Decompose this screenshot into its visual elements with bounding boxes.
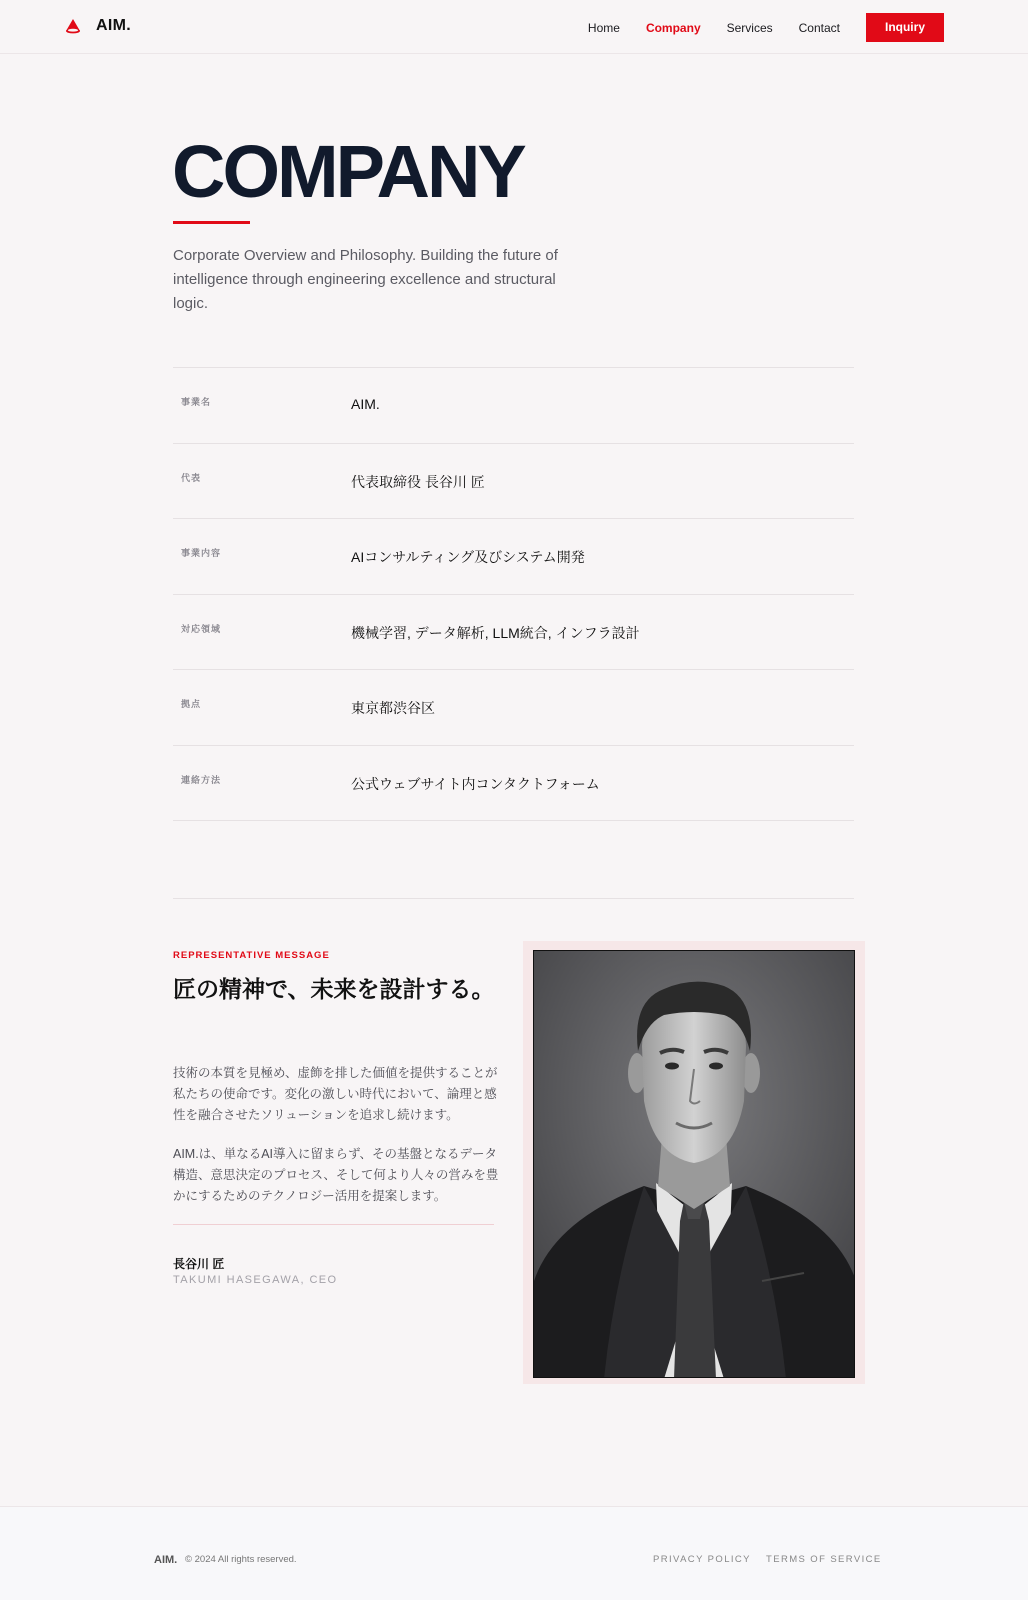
- privacy-policy-link[interactable]: PRIVACY POLICY: [653, 1554, 751, 1565]
- info-label: 対応領域: [181, 623, 222, 634]
- logo-mark-icon: [64, 17, 82, 35]
- company-info-table: [173, 367, 854, 821]
- message-paragraph-1: 技術の本質を見極め、虚飾を排した価値を提供することが私たちの使命です。変化の激しい時代において、論理と感性を融合させたソリューションを追求し続けます。: [173, 1066, 498, 1122]
- message-title: 匠の精神で、未来を設計する。: [173, 976, 495, 1002]
- title-underline: [173, 221, 250, 224]
- page-title: COMPANY: [172, 130, 524, 213]
- footer-logo[interactable]: AIM.: [154, 1554, 178, 1566]
- info-value: 代表取締役 長谷川 匠: [351, 473, 485, 490]
- inquiry-button[interactable]: Inquiry: [866, 13, 944, 42]
- info-row-location: [173, 670, 854, 746]
- info-label: 事業名: [181, 397, 212, 407]
- info-row-business: [173, 519, 854, 595]
- info-label: 連絡方法: [181, 774, 222, 785]
- main-nav: [588, 13, 944, 42]
- info-value: AIM.: [351, 396, 380, 412]
- section-divider: [173, 898, 854, 899]
- info-row-representative: [173, 444, 854, 520]
- logo-text: AIM.: [96, 17, 131, 34]
- signature-name: 長谷川 匠: [173, 1257, 225, 1271]
- signature-role: TAKUMI HASEGAWA, CEO: [173, 1274, 338, 1286]
- nav-home[interactable]: Home: [587, 20, 620, 35]
- info-label: 拠点: [181, 699, 202, 709]
- terms-of-service-link[interactable]: TERMS OF SERVICE: [766, 1554, 882, 1565]
- info-value: AIコンサルティング及びシステム開発: [351, 549, 585, 565]
- footer-copyright: © 2024 All rights reserved.: [185, 1554, 297, 1565]
- ceo-portrait: [533, 950, 855, 1378]
- info-row-business-name: [173, 368, 854, 444]
- nav-services[interactable]: Services: [726, 20, 773, 35]
- signature-divider: [173, 1224, 494, 1225]
- info-label: 代表: [181, 472, 202, 483]
- info-value: 東京都渋谷区: [351, 700, 435, 716]
- message-paragraph-2: AIM.は、単なるAI導入に留まらず、その基盤となるデータ構造、意思決定のプロセス、そして何より人々の営みを豊かにするためのテクノロジー活用を提案します。: [173, 1147, 499, 1203]
- logo[interactable]: [64, 17, 131, 35]
- info-value: 機械学習, データ解析, LLM統合, インフラ設計: [351, 624, 640, 641]
- site-footer: [0, 1506, 1028, 1600]
- page-subtitle: Corporate Overview and Philosophy. Building the future of intelligence through engineering excellence and structural logic.: [173, 247, 558, 312]
- portrait-image: [534, 951, 855, 1378]
- nav-company[interactable]: Company: [645, 20, 701, 35]
- info-value: 公式ウェブサイト内コンタクトフォーム: [351, 775, 600, 792]
- nav-contact[interactable]: Contact: [798, 20, 840, 35]
- info-row-domains: [173, 595, 854, 671]
- message-eyebrow: REPRESENTATIVE MESSAGE: [173, 950, 330, 961]
- info-label: 事業内容: [181, 548, 222, 558]
- site-header: [0, 0, 1028, 54]
- info-row-contact: [173, 746, 854, 822]
